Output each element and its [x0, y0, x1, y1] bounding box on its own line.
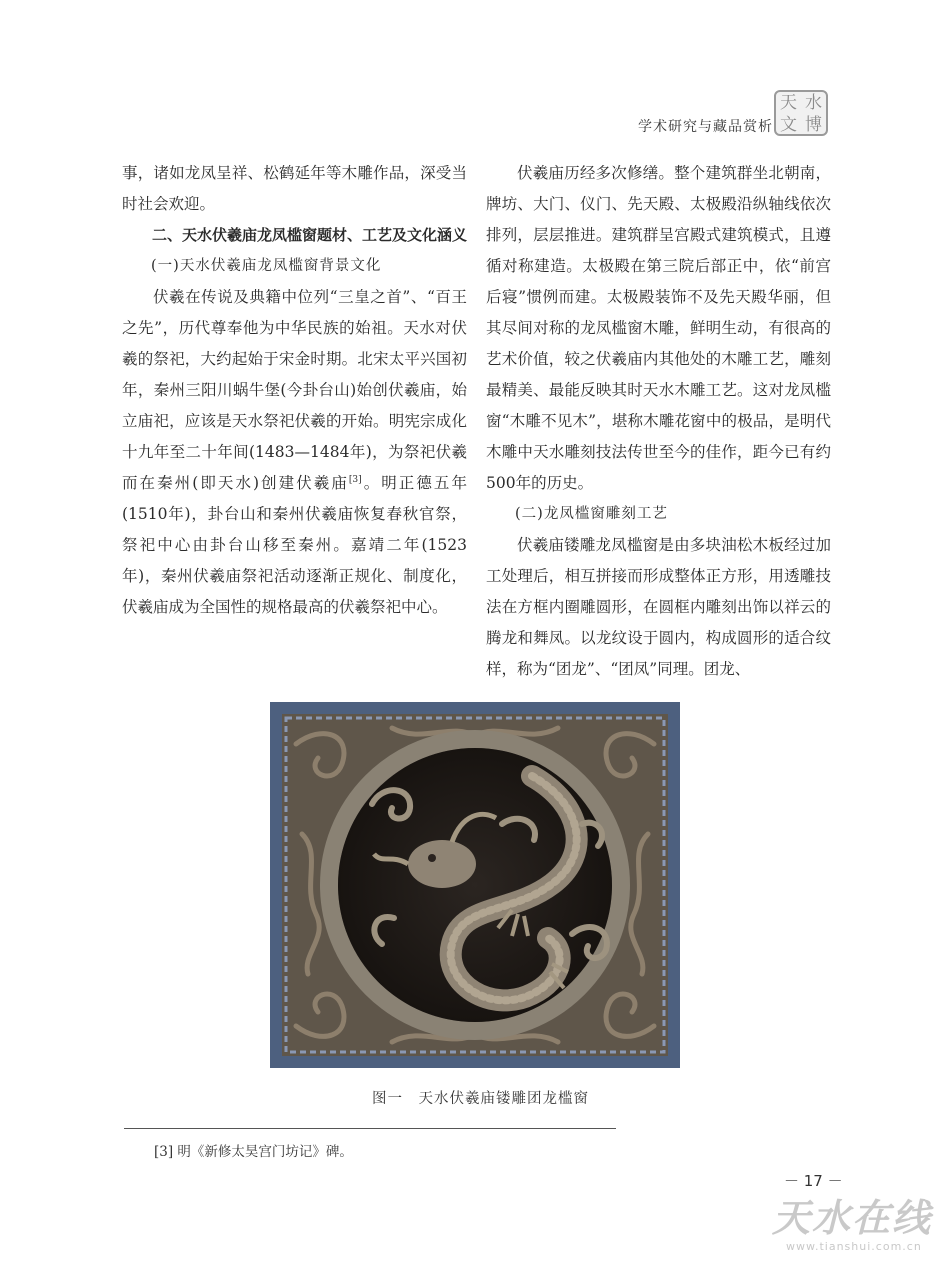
left-column: [122, 158, 467, 623]
subsection-heading: (一)天水伏羲庙龙凤槛窗背景文化: [151, 258, 382, 274]
footnote-divider: [124, 1128, 616, 1129]
figure-caption: 图一 天水伏羲庙镂雕团龙槛窗: [372, 1091, 589, 1107]
seal-char: 文: [780, 115, 797, 135]
seal-char: 天: [780, 93, 797, 113]
running-header: 学术研究与藏品赏析: [638, 119, 773, 135]
paragraph: 事，诸如龙凤呈祥、松鹤延年等木雕作品，深受当时社会欢迎。: [122, 164, 467, 213]
watermark-text: 天水在线: [772, 1196, 933, 1240]
subsection-heading: (二)龙凤槛窗雕刻工艺: [515, 506, 668, 522]
footnote: [3] 明《新修太昊宫门坊记》碑。: [154, 1144, 353, 1160]
seal-char: 博: [805, 115, 822, 135]
section-heading: 二、天水伏羲庙龙凤槛窗题材、工艺及文化涵义: [152, 226, 468, 244]
site-watermark: [772, 1196, 948, 1276]
carved-window-photo: [270, 702, 680, 1068]
paragraph: 伏羲庙镂雕龙凤槛窗是由多块油松木板经过加工处理后，相互拼接而形成整体正方形，用透雕技法在方框内圈雕圆形，在圆框内雕刻出饰以祥云的腾龙和舞凤。以龙纹设于圆内，构成圆形的适合纹样，称为“团龙”、“团凤”同理。团龙、: [486, 536, 831, 678]
paragraph-text: 。明正德五年(1510年)，卦台山和秦州伏羲庙恢复春秋官祭，祭祀中心由卦台山移至秦州。嘉靖二年(1523年)，秦州伏羲庙祭祀活动逐渐正规化、制度化，伏羲庙成为全国性的规格最高的伏羲祭祀中心。: [122, 474, 467, 616]
watermark-url: www.tianshui.com.cn: [786, 1240, 922, 1253]
dragon-carving-illustration: [282, 714, 668, 1056]
journal-seal-logo: [774, 90, 828, 136]
paragraph-text: 伏羲在传说及典籍中位列“三皇之首”、“百王之先”，历代尊奉他为中华民族的始祖。天水对伏羲的祭祀，大约起始于宋金时期。北宋太平兴国初年，秦州三阳川蜗牛堡(今卦台山)始创伏羲庙，始立庙祀，应该是天水祭祀伏羲的开始。明宪宗成化十九年至二十年间(1483—1484年)，为祭祀伏羲而在秦州(即天水)创建伏羲庙: [122, 288, 467, 492]
footnote-ref: [3]: [348, 474, 362, 485]
page-number: － 17 －: [784, 1172, 843, 1190]
paragraph: [122, 282, 467, 623]
seal-char: 水: [805, 93, 822, 113]
right-column: [486, 158, 831, 685]
paragraph: 伏羲庙历经多次修缮。整个建筑群坐北朝南，牌坊、大门、仪门、先天殿、太极殿沿纵轴线依次排列，层层推进。建筑群呈宫殿式建筑模式，且遵循对称建造。太极殿在第三院后部正中，依“前宫后寝”惯例而建。太极殿装饰不及先天殿华丽，但其尽间对称的龙凤槛窗木雕，鲜明生动，有很高的艺术价值，较之伏羲庙内其他处的木雕工艺，雕刻最精美、最能反映其时天水木雕工艺。这对龙凤槛窗“木雕不见木”，堪称木雕花窗中的极品，是明代木雕中天水雕刻技法传世至今的佳作，距今已有约500年的历史。: [486, 164, 831, 492]
